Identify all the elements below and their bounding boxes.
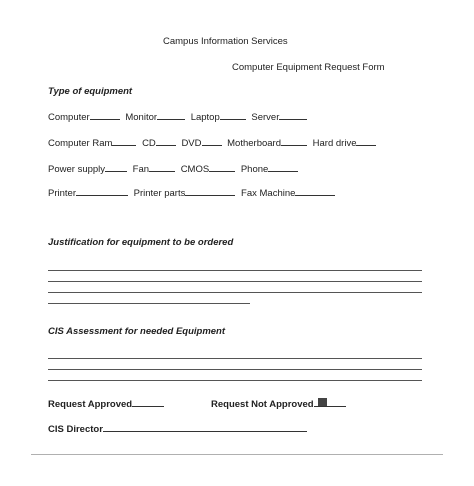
org-name: Campus Information Services <box>163 36 288 47</box>
equipment-row-2 <box>48 137 376 149</box>
equipment-blank[interactable] <box>156 137 176 146</box>
cis-director <box>48 423 307 435</box>
equipment-blank[interactable] <box>90 111 120 120</box>
equipment-label: CD <box>142 138 156 149</box>
equipment-label: Phone <box>240 164 269 175</box>
equipment-blank[interactable] <box>295 187 335 196</box>
equipment-blank[interactable] <box>112 137 136 146</box>
equipment-blank[interactable] <box>76 187 128 196</box>
form-title: Computer Equipment Request Form <box>232 62 385 73</box>
equipment-blank[interactable] <box>268 163 298 172</box>
request-not-approved-label: Request Not Approved <box>211 399 314 410</box>
equipment-blank[interactable] <box>105 163 127 172</box>
equipment-label: Laptop <box>190 112 220 123</box>
bottom-separator <box>31 454 443 455</box>
justification-line[interactable] <box>48 270 422 271</box>
cis-director-label: CIS Director <box>48 424 103 435</box>
equipment-label: Motherboard <box>227 138 282 149</box>
equipment-label: DVD <box>181 138 202 149</box>
equipment-label: Printer parts <box>133 188 186 199</box>
equipment-label: Computer Ram <box>48 138 113 149</box>
justification-heading: Justification for equipment to be ordered <box>48 237 234 248</box>
assessment-line[interactable] <box>48 380 422 381</box>
assessment-line[interactable] <box>48 358 422 359</box>
equipment-row-3 <box>48 163 298 175</box>
equipment-label: Monitor <box>125 112 158 123</box>
equipment-blank[interactable] <box>220 111 246 120</box>
request-approved-label: Request Approved <box>48 399 133 410</box>
equipment-label: Printer <box>48 188 76 199</box>
justification-line[interactable] <box>48 281 422 282</box>
equipment-blank[interactable] <box>356 137 376 146</box>
checkbox-mark-icon[interactable] <box>318 398 327 406</box>
equipment-label: CMOS <box>180 164 210 175</box>
assessment-heading: CIS Assessment for needed Equipment <box>48 326 226 337</box>
equipment-blank[interactable] <box>281 137 307 146</box>
equipment-blank[interactable] <box>157 111 185 120</box>
justification-line[interactable] <box>48 303 250 304</box>
equipment-blank[interactable] <box>209 163 235 172</box>
cis-director-blank[interactable] <box>103 423 307 432</box>
equipment-label: Hard drive <box>312 138 357 149</box>
equipment-label: Fax Machine <box>241 188 296 199</box>
type-of-equipment-heading: Type of equipment <box>48 86 133 97</box>
equipment-blank[interactable] <box>279 111 307 120</box>
equipment-label: Power supply <box>48 164 106 175</box>
equipment-blank[interactable] <box>149 163 175 172</box>
equipment-label: Fan <box>132 164 150 175</box>
equipment-blank[interactable] <box>185 187 235 196</box>
justification-line[interactable] <box>48 292 422 293</box>
equipment-blank[interactable] <box>202 137 222 146</box>
request-approved <box>48 398 164 410</box>
equipment-row-4 <box>48 187 335 199</box>
assessment-line[interactable] <box>48 369 422 370</box>
request-approved-blank[interactable] <box>132 398 164 407</box>
equipment-label: Server <box>251 112 280 123</box>
equipment-row-1 <box>48 111 307 123</box>
equipment-label: Computer <box>48 112 90 123</box>
